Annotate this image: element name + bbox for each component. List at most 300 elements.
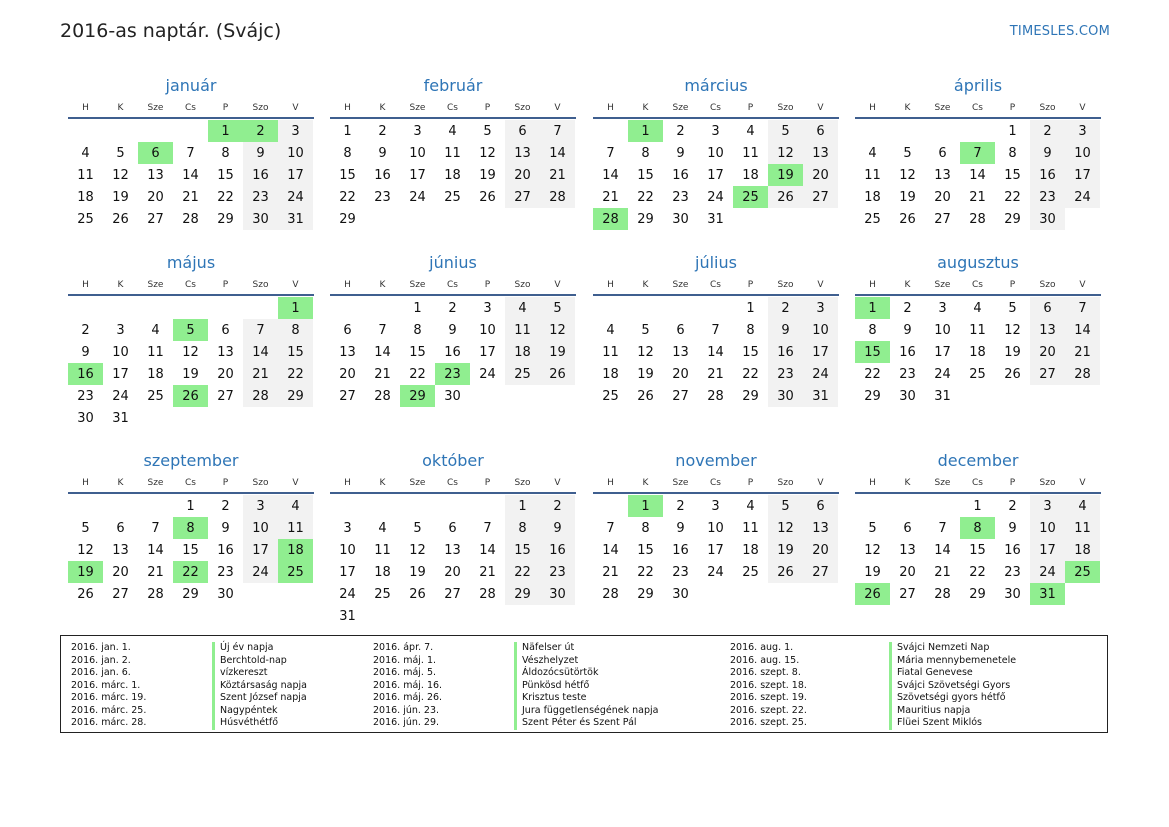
empty-cell [103, 297, 138, 319]
day-cell: 4 [1065, 495, 1100, 517]
weekday-label: H [869, 103, 876, 113]
day-cell: 5 [903, 145, 912, 161]
day-cell: 6 [1030, 297, 1065, 319]
day-cell: 29 [1004, 211, 1021, 227]
weekday-label: P [747, 478, 754, 488]
day-cell: 28 [540, 186, 575, 208]
day-cell: 13 [444, 542, 461, 558]
day-cell: 13 [339, 344, 356, 360]
empty-cell [243, 297, 278, 319]
day-cell: 27 [339, 388, 356, 404]
holiday-date: 2016. márc. 1. [71, 679, 141, 691]
day-cell: 7 [1065, 297, 1100, 319]
weekday-label: V [1079, 280, 1086, 290]
day-cell: 9 [378, 145, 387, 161]
holiday-day-cell: 1 [208, 120, 243, 142]
weekday-label: P [222, 103, 229, 113]
day-cell: 11 [864, 167, 881, 183]
day-cell: 27 [444, 586, 461, 602]
day-cell: 24 [1065, 186, 1100, 208]
day-cell: 5 [483, 123, 492, 139]
empty-cell [68, 495, 103, 517]
day-cell: 19 [112, 189, 129, 205]
day-cell: 25 [374, 586, 391, 602]
day-cell: 8 [641, 145, 650, 161]
empty-cell [628, 297, 663, 319]
weekday-label: V [1079, 103, 1086, 113]
day-cell: 12 [637, 344, 654, 360]
holiday-day-cell: 26 [173, 385, 208, 407]
holiday-name: Mária mennybemenetele [897, 654, 1017, 666]
weekday-label: Sze [934, 478, 951, 488]
day-cell: 18 [1065, 539, 1100, 561]
weekday-label: H [344, 103, 351, 113]
day-cell: 3 [1030, 495, 1065, 517]
day-cell: 2 [676, 123, 685, 139]
weekday-label: H [607, 103, 614, 113]
day-cell: 26 [899, 211, 916, 227]
day-cell: 14 [540, 142, 575, 164]
empty-cell [365, 297, 400, 319]
day-cell: 8 [343, 145, 352, 161]
holiday-day-cell: 28 [593, 208, 628, 230]
day-cell: 3 [711, 123, 720, 139]
holiday-day-cell: 26 [855, 583, 890, 605]
day-cell: 25 [444, 189, 461, 205]
day-cell: 12 [899, 167, 916, 183]
empty-cell [330, 495, 365, 517]
day-cell: 5 [540, 297, 575, 319]
weekday-label: Cs [972, 103, 983, 113]
day-cell: 25 [602, 388, 619, 404]
month-name: július [695, 253, 737, 272]
day-cell: 23 [374, 189, 391, 205]
day-cell: 13 [934, 167, 951, 183]
empty-cell [138, 120, 173, 142]
day-cell: 20 [1030, 341, 1065, 363]
weekday-label: H [869, 280, 876, 290]
day-cell: 28 [147, 586, 164, 602]
empty-cell [960, 120, 995, 142]
day-cell: 7 [606, 520, 615, 536]
day-cell: 14 [934, 542, 951, 558]
day-cell: 31 [803, 385, 838, 407]
day-cell: 23 [899, 366, 916, 382]
day-cell: 22 [637, 564, 654, 580]
day-grid [330, 494, 576, 627]
weekday-label: K [904, 103, 911, 113]
day-cell: 4 [505, 297, 540, 319]
holiday-date: 2016. szept. 19. [730, 692, 807, 703]
day-cell: 28 [374, 388, 391, 404]
day-cell: 13 [672, 344, 689, 360]
weekday-label: P [484, 478, 491, 488]
day-cell: 21 [707, 366, 724, 382]
day-cell: 30 [243, 208, 278, 230]
day-cell: 8 [641, 520, 650, 536]
day-cell: 24 [243, 561, 278, 583]
day-cell: 11 [147, 344, 164, 360]
day-cell: 21 [602, 189, 619, 205]
day-cell: 20 [444, 564, 461, 580]
day-cell: 10 [1065, 142, 1100, 164]
day-cell: 11 [742, 145, 759, 161]
holiday-date: 2016. máj. 26. [373, 692, 443, 703]
day-cell: 25 [864, 211, 881, 227]
day-cell: 22 [339, 189, 356, 205]
day-cell: 16 [1030, 164, 1065, 186]
day-cell: 10 [243, 517, 278, 539]
weekday-label: V [1079, 478, 1086, 488]
weekday-label: V [292, 103, 299, 113]
day-cell: 3 [711, 498, 720, 514]
weekday-label: Sze [934, 103, 951, 113]
weekday-label: Sze [147, 103, 164, 113]
day-cell: 7 [540, 120, 575, 142]
day-cell: 30 [1030, 208, 1065, 230]
day-cell: 23 [540, 561, 575, 583]
day-grid [593, 494, 839, 605]
day-cell: 27 [217, 388, 234, 404]
day-cell: 2 [1030, 120, 1065, 142]
month-name: április [953, 76, 1003, 95]
holiday-name: Áldozócsütörtök [522, 667, 599, 678]
holiday-day-cell: 25 [733, 186, 768, 208]
holiday-name: Pünkösd hétfő [522, 679, 590, 691]
empty-cell [593, 495, 628, 517]
day-cell: 28 [479, 586, 496, 602]
weekday-label: Szo [1039, 103, 1056, 113]
day-cell: 15 [339, 167, 356, 183]
weekday-label: Szo [252, 478, 269, 488]
day-cell: 27 [505, 186, 540, 208]
day-cell: 22 [1004, 189, 1021, 205]
day-grid [855, 296, 1101, 407]
holiday-name: Flüei Szent Miklós [897, 717, 982, 728]
month-name: szeptember [143, 451, 239, 470]
day-cell: 12 [77, 542, 94, 558]
day-cell: 22 [864, 366, 881, 382]
month-6 [330, 250, 576, 407]
month-9 [68, 448, 314, 605]
day-cell: 20 [339, 366, 356, 382]
day-cell: 7 [151, 520, 160, 536]
day-cell: 13 [505, 142, 540, 164]
empty-cell [663, 297, 698, 319]
holiday-day-cell: 15 [855, 341, 890, 363]
month-5 [68, 250, 314, 429]
weekday-label: K [117, 103, 124, 113]
day-cell: 27 [1030, 363, 1065, 385]
weekday-label: K [117, 478, 124, 488]
holiday-date: 2016. szept. 22. [730, 704, 807, 716]
day-cell: 5 [768, 495, 803, 517]
weekday-label: Szo [252, 280, 269, 290]
holiday-day-cell: 25 [1065, 561, 1100, 583]
holiday-day-cell: 18 [278, 539, 313, 561]
day-cell: 12 [1004, 322, 1021, 338]
day-cell: 9 [448, 322, 457, 338]
weekday-label: Cs [972, 478, 983, 488]
day-cell: 24 [707, 189, 724, 205]
day-cell: 15 [278, 341, 313, 363]
day-cell: 16 [768, 341, 803, 363]
weekday-label: Sze [672, 280, 689, 290]
holiday-day-cell: 6 [138, 142, 173, 164]
weekday-label: Szo [777, 103, 794, 113]
day-cell: 12 [182, 344, 199, 360]
day-cell: 31 [934, 388, 951, 404]
day-grid [330, 119, 576, 230]
day-cell: 18 [505, 341, 540, 363]
day-cell: 8 [413, 322, 422, 338]
holiday-date: 2016. máj. 1. [373, 654, 437, 666]
day-cell: 14 [602, 167, 619, 183]
day-cell: 3 [483, 300, 492, 316]
day-cell: 10 [803, 319, 838, 341]
day-cell: 14 [602, 542, 619, 558]
day-cell: 7 [711, 322, 720, 338]
day-cell: 20 [112, 564, 129, 580]
holiday-name: Vészhelyzet [522, 654, 579, 666]
weekday-header [330, 99, 576, 119]
day-cell: 14 [707, 344, 724, 360]
day-cell: 4 [448, 123, 457, 139]
holiday-name: Új év napja [220, 642, 274, 653]
holiday-name: Szent Péter és Szent Pál [522, 717, 637, 728]
day-grid [68, 494, 314, 605]
day-cell: 29 [217, 211, 234, 227]
weekday-label: P [1009, 478, 1016, 488]
day-cell: 5 [868, 520, 877, 536]
weekday-label: V [817, 103, 824, 113]
day-cell: 7 [483, 520, 492, 536]
day-cell: 23 [1030, 186, 1065, 208]
day-cell: 14 [147, 542, 164, 558]
empty-cell [925, 120, 960, 142]
day-cell: 24 [479, 366, 496, 382]
empty-cell [68, 297, 103, 319]
day-cell: 14 [1065, 319, 1100, 341]
holiday-names-col3 [889, 642, 1016, 730]
brand-link[interactable]: TIMESLES.COM [1009, 24, 1110, 39]
day-cell: 7 [378, 322, 387, 338]
empty-cell [138, 297, 173, 319]
day-cell: 25 [969, 366, 986, 382]
day-cell: 2 [903, 300, 912, 316]
day-cell: 22 [637, 189, 654, 205]
day-cell: 12 [540, 319, 575, 341]
holiday-date: 2016. aug. 1. [730, 642, 794, 653]
month-3 [593, 73, 839, 230]
day-cell: 13 [147, 167, 164, 183]
holiday-date: 2016. máj. 5. [373, 667, 437, 678]
day-cell: 8 [505, 517, 540, 539]
weekday-label: Szo [252, 103, 269, 113]
day-cell: 16 [374, 167, 391, 183]
holiday-day-cell: 8 [960, 517, 995, 539]
day-cell: 3 [1065, 120, 1100, 142]
day-cell: 13 [112, 542, 129, 558]
day-cell: 2 [221, 498, 230, 514]
day-cell: 28 [602, 586, 619, 602]
day-cell: 17 [1030, 539, 1065, 561]
day-cell: 19 [409, 564, 426, 580]
day-cell: 29 [182, 586, 199, 602]
day-cell: 4 [151, 322, 160, 338]
day-cell: 28 [182, 211, 199, 227]
day-cell: 2 [768, 297, 803, 319]
day-cell: 5 [768, 120, 803, 142]
day-cell: 20 [803, 539, 838, 561]
holiday-day-cell: 16 [68, 363, 103, 385]
weekday-label: Szo [514, 280, 531, 290]
weekday-label: Sze [147, 280, 164, 290]
day-cell: 10 [934, 322, 951, 338]
day-cell: 26 [112, 211, 129, 227]
day-cell: 12 [864, 542, 881, 558]
day-cell: 15 [1004, 167, 1021, 183]
day-grid [855, 119, 1101, 230]
day-cell: 17 [934, 344, 951, 360]
day-cell: 21 [182, 189, 199, 205]
day-cell: 17 [803, 341, 838, 363]
day-cell: 27 [934, 211, 951, 227]
day-cell: 18 [602, 366, 619, 382]
day-cell: 2 [676, 498, 685, 514]
day-cell: 5 [641, 322, 650, 338]
day-cell: 16 [1004, 542, 1021, 558]
weekday-label: H [82, 478, 89, 488]
day-cell: 11 [374, 542, 391, 558]
day-cell: 30 [672, 211, 689, 227]
day-cell: 26 [540, 363, 575, 385]
holiday-day-cell: 1 [278, 297, 313, 319]
day-cell: 9 [1030, 142, 1065, 164]
weekday-label: K [642, 280, 649, 290]
weekday-label: Cs [972, 280, 983, 290]
day-cell: 21 [602, 564, 619, 580]
day-cell: 22 [409, 366, 426, 382]
weekday-label: K [904, 280, 911, 290]
day-cell: 30 [768, 385, 803, 407]
day-cell: 17 [112, 366, 129, 382]
day-cell: 10 [707, 520, 724, 536]
day-cell: 21 [147, 564, 164, 580]
holiday-date: 2016. ápr. 7. [373, 642, 434, 653]
weekday-label: Sze [409, 103, 426, 113]
day-cell: 15 [505, 539, 540, 561]
day-cell: 8 [746, 322, 755, 338]
day-cell: 4 [746, 123, 755, 139]
day-cell: 9 [903, 322, 912, 338]
day-cell: 26 [409, 586, 426, 602]
empty-cell [470, 495, 505, 517]
day-cell: 21 [540, 164, 575, 186]
day-cell: 29 [742, 388, 759, 404]
day-cell: 6 [343, 322, 352, 338]
day-cell: 6 [116, 520, 125, 536]
day-cell: 8 [278, 319, 313, 341]
weekday-label: P [1009, 280, 1016, 290]
weekday-label: V [292, 280, 299, 290]
month-name: január [165, 76, 217, 95]
weekday-label: K [117, 280, 124, 290]
weekday-label: P [747, 103, 754, 113]
day-cell: 12 [112, 167, 129, 183]
day-cell: 9 [221, 520, 230, 536]
day-cell: 17 [707, 542, 724, 558]
day-cell: 15 [637, 167, 654, 183]
holiday-name: Jura függetlenségének napja [522, 704, 659, 716]
empty-cell [400, 495, 435, 517]
day-cell: 29 [339, 211, 356, 227]
day-cell: 16 [899, 344, 916, 360]
day-cell: 22 [278, 363, 313, 385]
weekday-label: P [222, 280, 229, 290]
day-cell: 16 [444, 344, 461, 360]
weekday-label: H [82, 103, 89, 113]
holiday-list [60, 635, 1108, 733]
day-cell: 11 [602, 344, 619, 360]
day-cell: 28 [707, 388, 724, 404]
weekday-label: V [554, 103, 561, 113]
day-cell: 25 [742, 564, 759, 580]
weekday-label: Szo [514, 103, 531, 113]
day-cell: 26 [479, 189, 496, 205]
weekday-label: K [642, 478, 649, 488]
weekday-label: Sze [672, 478, 689, 488]
day-cell: 5 [1008, 300, 1017, 316]
month-name: december [937, 451, 1019, 470]
day-cell: 27 [803, 186, 838, 208]
month-name: október [422, 451, 484, 470]
day-cell: 11 [444, 145, 461, 161]
weekday-header [593, 474, 839, 494]
empty-cell [103, 495, 138, 517]
day-cell: 22 [505, 561, 540, 583]
day-cell: 2 [1008, 498, 1017, 514]
weekday-label: Szo [1039, 478, 1056, 488]
holiday-name: Szövetségi gyors hétfő [897, 692, 1006, 703]
day-cell: 4 [81, 145, 90, 161]
day-cell: 20 [505, 164, 540, 186]
day-cell: 29 [864, 388, 881, 404]
holiday-date: 2016. jan. 1. [71, 642, 131, 653]
day-cell: 3 [278, 120, 313, 142]
day-cell: 6 [448, 520, 457, 536]
holiday-date: 2016. márc. 28. [71, 717, 147, 728]
empty-cell [208, 297, 243, 319]
empty-cell [593, 120, 628, 142]
holiday-dates-col2 [373, 642, 442, 730]
day-cell: 20 [803, 164, 838, 186]
day-cell: 10 [1030, 517, 1065, 539]
day-cell: 28 [934, 586, 951, 602]
day-cell: 10 [479, 322, 496, 338]
holiday-dates-col1 [71, 642, 146, 730]
day-cell: 16 [540, 539, 575, 561]
day-cell: 26 [768, 186, 803, 208]
day-cell: 20 [672, 366, 689, 382]
holiday-day-cell: 1 [628, 120, 663, 142]
day-cell: 7 [606, 145, 615, 161]
day-cell: 20 [934, 189, 951, 205]
day-cell: 21 [243, 363, 278, 385]
day-cell: 1 [973, 498, 982, 514]
day-cell: 10 [707, 145, 724, 161]
day-cell: 31 [278, 208, 313, 230]
